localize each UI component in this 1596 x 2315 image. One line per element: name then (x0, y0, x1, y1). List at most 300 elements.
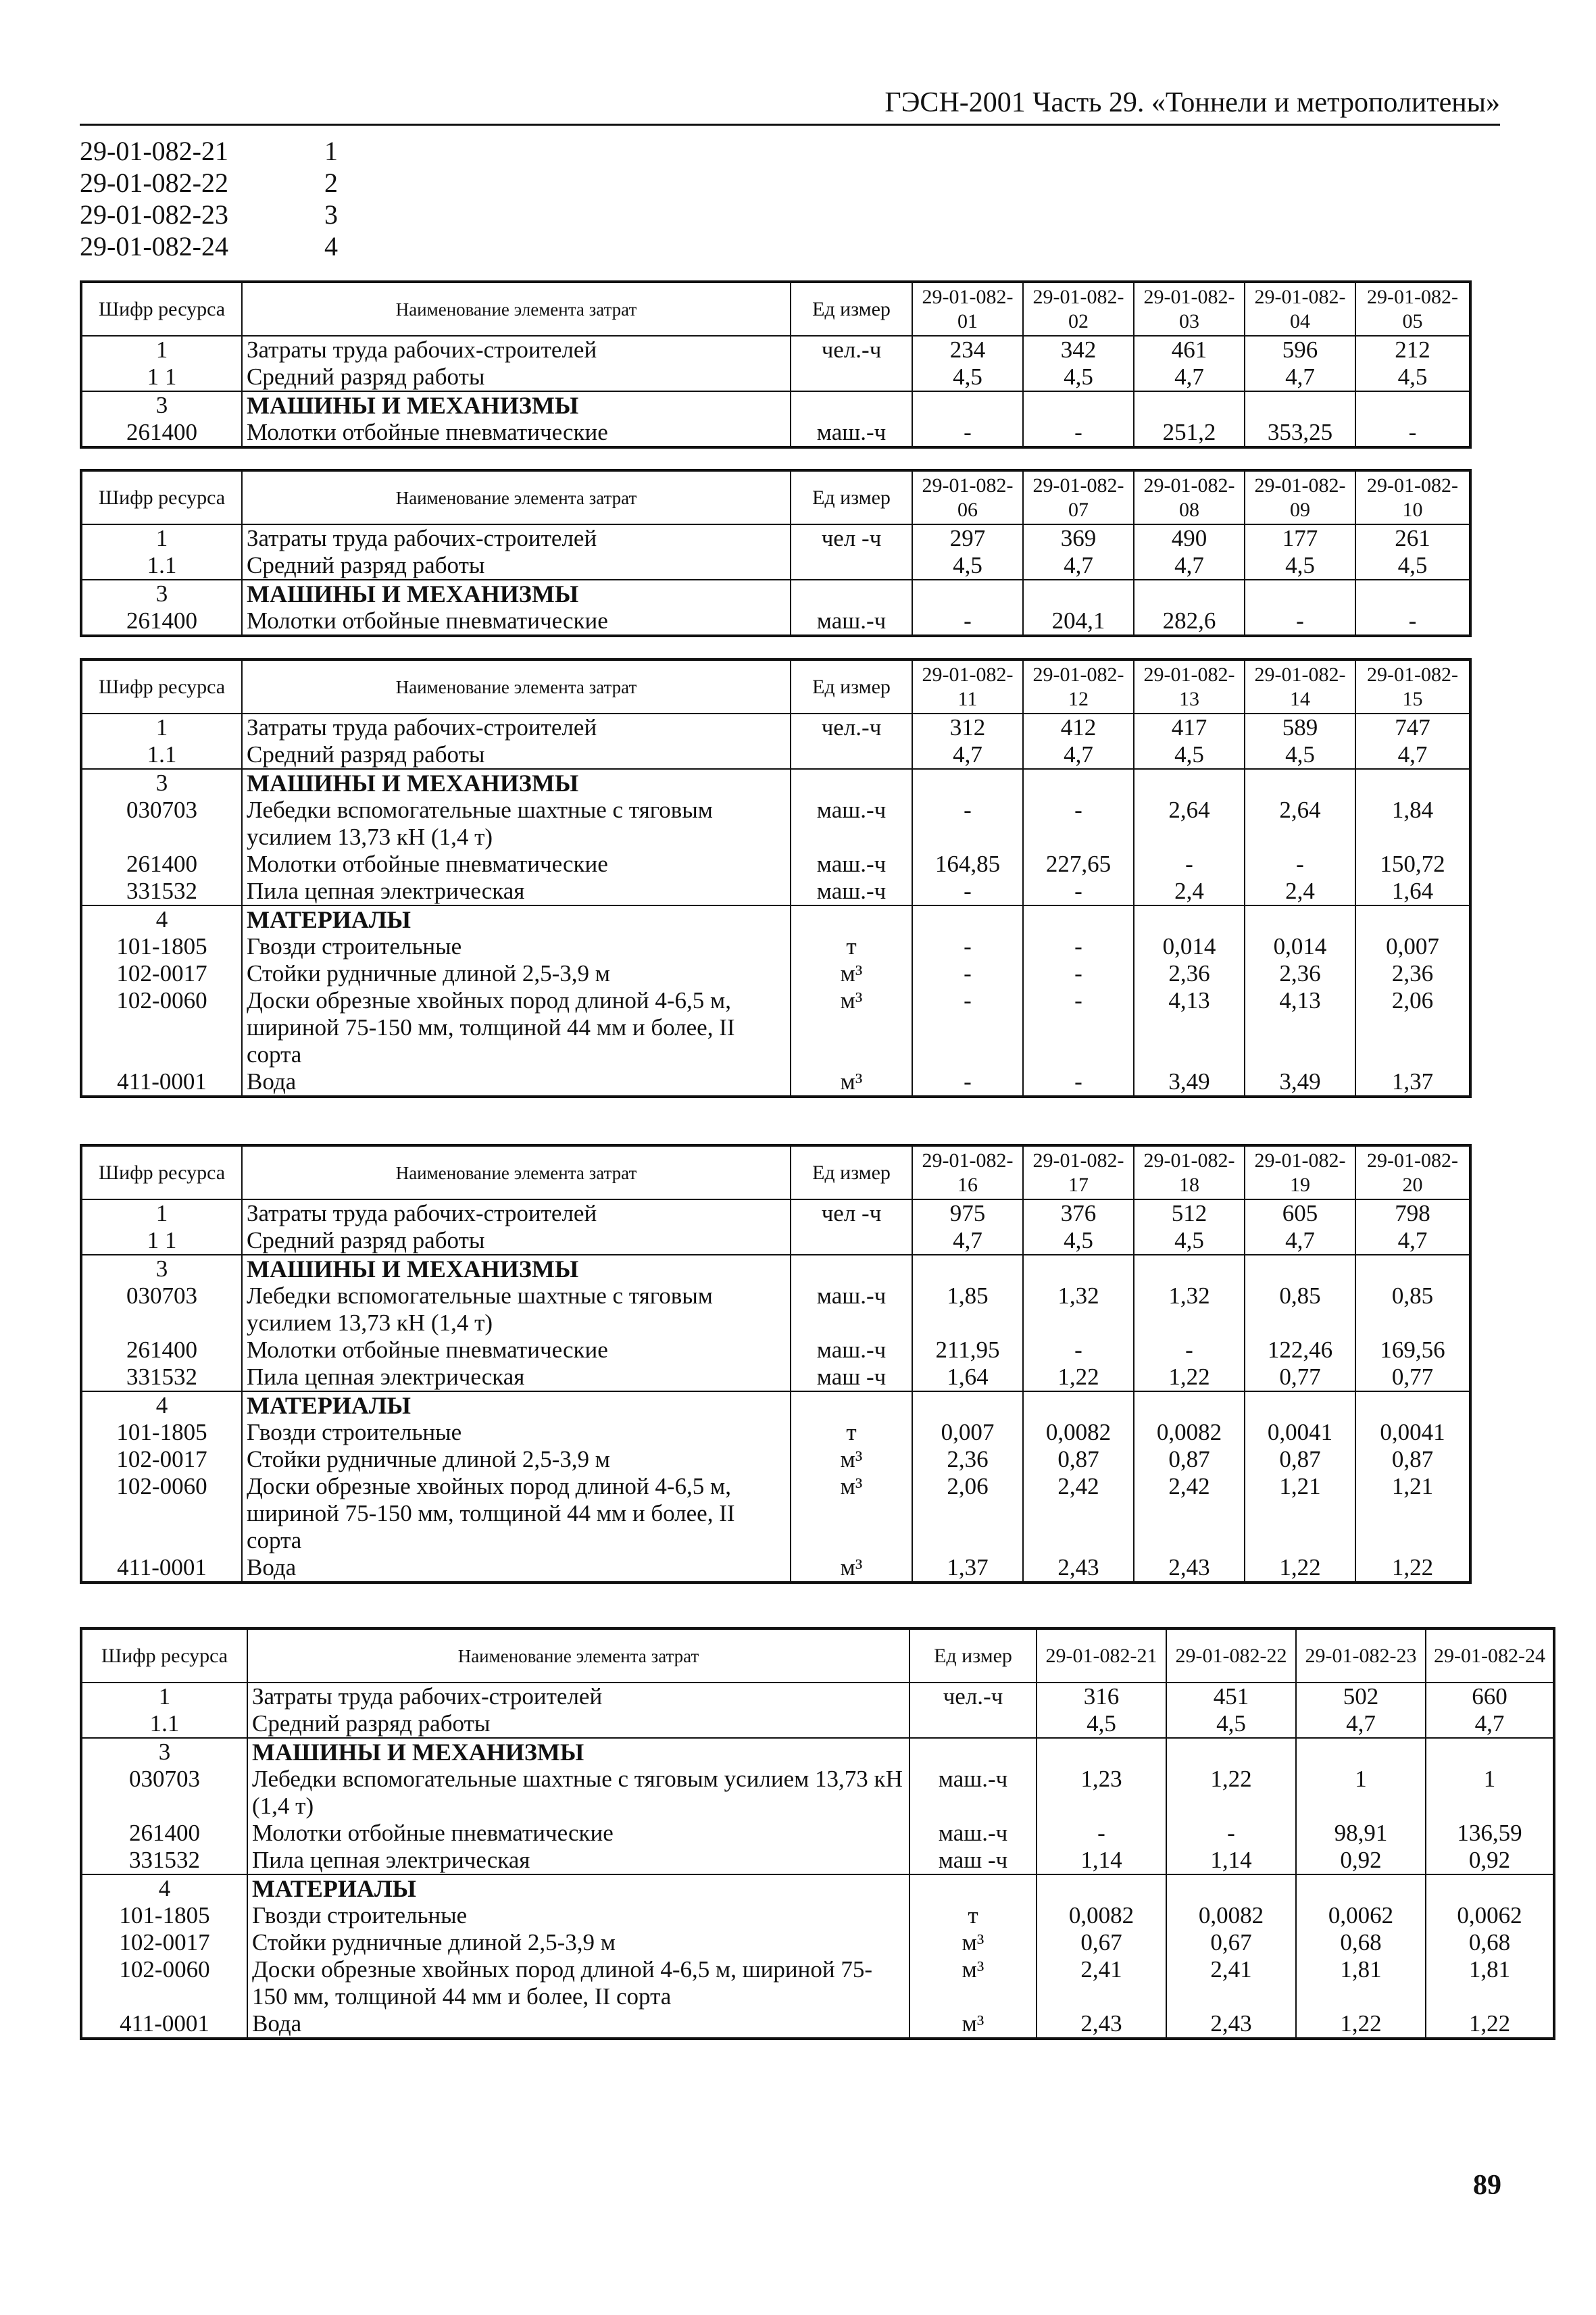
row-value (1134, 580, 1245, 607)
row-code: 331532 (81, 878, 242, 905)
row-unit: маш.-ч (791, 878, 912, 905)
resource-table (80, 658, 1472, 1098)
row-unit: маш.-ч (791, 419, 912, 447)
header-norm-code: 29-01-082-17 (1023, 1145, 1134, 1199)
row-value: 376 (1023, 1199, 1134, 1227)
row-unit: маш -ч (791, 1364, 912, 1391)
row-unit: т (909, 1902, 1037, 1929)
row-value: 4,5 (1355, 364, 1470, 391)
row-value: 512 (1134, 1199, 1245, 1227)
row-unit: чел -ч (791, 1199, 912, 1227)
row-value: 2,06 (1355, 987, 1470, 1068)
row-value: 4,7 (1426, 1710, 1554, 1738)
row-code: 4 (81, 905, 242, 933)
table-row (81, 1227, 1470, 1255)
row-value: 0,0062 (1426, 1902, 1554, 1929)
row-code: 1 1 (81, 1227, 242, 1255)
code-list-code: 29-01-082-22 (80, 168, 228, 198)
row-value: 0,0041 (1355, 1419, 1470, 1446)
row-value (1355, 580, 1470, 607)
header-unit: Ед измер (791, 470, 912, 524)
row-value (1245, 391, 1355, 419)
row-value: - (1245, 607, 1355, 636)
row-value: 2,36 (912, 1446, 1023, 1473)
row-value: 4,7 (1355, 741, 1470, 769)
row-code: 102-0017 (81, 1446, 242, 1473)
header-code: Шифр ресурса (81, 470, 242, 524)
row-value: 4,5 (1245, 552, 1355, 580)
header-unit: Ед измер (791, 282, 912, 336)
row-unit: м³ (791, 960, 912, 987)
row-unit (791, 391, 912, 419)
row-value: 412 (1023, 714, 1134, 741)
header-code: Шифр ресурса (81, 282, 242, 336)
header-norm-code: 29-01-082-06 (912, 470, 1023, 524)
row-value: 1,22 (1296, 2010, 1426, 2039)
row-value: 4,7 (1134, 552, 1245, 580)
row-value: 0,87 (1134, 1446, 1245, 1473)
row-value (1166, 1874, 1296, 1902)
row-value: 502 (1296, 1683, 1426, 1710)
row-value: 1,22 (1134, 1364, 1245, 1391)
row-value: 1,85 (912, 1283, 1023, 1337)
row-unit: маш.-ч (909, 1820, 1037, 1847)
header-unit: Ед измер (791, 659, 912, 714)
row-value: 2,36 (1245, 960, 1355, 987)
row-value: 204,1 (1023, 607, 1134, 636)
row-value: 0,67 (1166, 1929, 1296, 1956)
table-row (81, 1902, 1554, 1929)
row-value: 0,0041 (1245, 1419, 1355, 1446)
row-value (1023, 391, 1134, 419)
row-value: 4,7 (1355, 1227, 1470, 1255)
table-row (81, 878, 1470, 905)
row-unit: м³ (791, 1473, 912, 1554)
header-norm-code: 29-01-082-07 (1023, 470, 1134, 524)
row-name: Средний разряд работы (242, 741, 791, 769)
row-value: 1,37 (1355, 1068, 1470, 1097)
header-norm-code: 29-01-082-15 (1355, 659, 1470, 714)
table-row (81, 552, 1470, 580)
row-code: 030703 (81, 1766, 247, 1820)
row-value: 4,5 (1166, 1710, 1296, 1738)
table-row (81, 1847, 1554, 1874)
row-value: 282,6 (1134, 607, 1245, 636)
table-header-row (81, 1145, 1470, 1199)
row-value: 490 (1134, 524, 1245, 552)
row-code: 102-0017 (81, 1929, 247, 1956)
row-code: 1.1 (81, 1710, 247, 1738)
row-value: 2,43 (1166, 2010, 1296, 2039)
row-name: Гвозди строительные (242, 933, 791, 960)
row-value: 164,85 (912, 851, 1023, 878)
row-code: 102-0060 (81, 1473, 242, 1554)
row-unit: м³ (909, 1956, 1037, 2010)
row-unit (909, 1738, 1037, 1766)
row-name: Пила цепная электрическая (242, 878, 791, 905)
row-value: 4,7 (1296, 1710, 1426, 1738)
row-unit: чел.-ч (791, 336, 912, 364)
row-value: 261 (1355, 524, 1470, 552)
row-value: 98,91 (1296, 1820, 1426, 1847)
row-code: 331532 (81, 1847, 247, 1874)
table-header-row (81, 659, 1470, 714)
row-value (1037, 1738, 1166, 1766)
row-code: 411-0001 (81, 1068, 242, 1097)
row-value: 169,56 (1355, 1337, 1470, 1364)
row-name: Затраты труда рабочих-строителей (242, 336, 791, 364)
table-row (81, 987, 1470, 1068)
row-value: 0,007 (912, 1419, 1023, 1446)
row-unit (791, 1391, 912, 1419)
row-value: 4,5 (912, 552, 1023, 580)
row-name: Доски обрезные хвойных пород длиной 4-6,5 м, шириной 75-150 мм, толщиной 44 мм и более, II сорта (247, 1956, 909, 2010)
header-name: Наименование элемента затрат (242, 282, 791, 336)
row-value: 596 (1245, 336, 1355, 364)
code-list-item (80, 167, 338, 199)
row-value: 0,77 (1355, 1364, 1470, 1391)
header-norm-code: 29-01-082-18 (1134, 1145, 1245, 1199)
header-norm-code: 29-01-082-14 (1245, 659, 1355, 714)
row-name: Вода (242, 1068, 791, 1097)
row-name: Лебедки вспомогательные шахтные с тяговым усилием 13,73 кН (1,4 т) (242, 797, 791, 851)
row-name: Вода (247, 2010, 909, 2039)
row-value: 0,87 (1245, 1446, 1355, 1473)
table-row (81, 714, 1470, 741)
row-unit (791, 1227, 912, 1255)
row-unit: маш.-ч (791, 797, 912, 851)
row-value: - (912, 419, 1023, 447)
resource-table (80, 1144, 1472, 1584)
header-norm-code: 29-01-082-16 (912, 1145, 1023, 1199)
row-code: 3 (81, 391, 242, 419)
row-value: 1,21 (1245, 1473, 1355, 1554)
row-value: - (912, 607, 1023, 636)
row-code: 1 (81, 336, 242, 364)
row-value: - (1166, 1820, 1296, 1847)
row-value (1245, 580, 1355, 607)
code-list-item (80, 135, 338, 167)
code-list-item (80, 230, 338, 262)
row-name: Гвозди строительные (242, 1419, 791, 1446)
row-value (1023, 1255, 1134, 1283)
row-value: 0,0082 (1023, 1419, 1134, 1446)
resource-table (80, 469, 1472, 637)
row-unit (791, 741, 912, 769)
table-row (81, 1710, 1554, 1738)
header-norm-code: 29-01-082-05 (1355, 282, 1470, 336)
table-row (81, 1473, 1470, 1554)
row-name: Средний разряд работы (242, 552, 791, 580)
row-code: 030703 (81, 1283, 242, 1337)
row-value: - (1023, 933, 1134, 960)
row-value: 0,77 (1245, 1364, 1355, 1391)
row-value: 747 (1355, 714, 1470, 741)
row-value: - (1023, 797, 1134, 851)
section-title: МАТЕРИАЛЫ (242, 905, 791, 933)
row-value: - (912, 1068, 1023, 1097)
table-row (81, 960, 1470, 987)
header-norm-code: 29-01-082-22 (1166, 1628, 1296, 1683)
row-value: 4,5 (1134, 1227, 1245, 1255)
row-value: 660 (1426, 1683, 1554, 1710)
row-value: 1,22 (1355, 1554, 1470, 1583)
table-row (81, 905, 1470, 933)
row-value (1134, 1255, 1245, 1283)
page-number: 89 (1473, 2170, 1501, 2201)
row-unit (909, 1874, 1037, 1902)
table-row (81, 1337, 1470, 1364)
code-list-item (80, 199, 338, 230)
header-code: Шифр ресурса (81, 1145, 242, 1199)
table-row (81, 1255, 1470, 1283)
row-code: 1 (81, 714, 242, 741)
table-row (81, 1766, 1554, 1820)
row-name: Стойки рудничные длиной 2,5-3,9 м (242, 1446, 791, 1473)
row-unit: маш -ч (909, 1847, 1037, 1874)
table-row (81, 1068, 1470, 1097)
section-title: МАШИНЫ И МЕХАНИЗМЫ (242, 1255, 791, 1283)
row-value: 150,72 (1355, 851, 1470, 878)
row-value: 589 (1245, 714, 1355, 741)
row-value: 461 (1134, 336, 1245, 364)
header-name: Наименование элемента затрат (242, 470, 791, 524)
page-header: ГЭСН-2001 Часть 29. «Тоннели и метрополитены» (884, 87, 1500, 118)
row-value (1426, 1874, 1554, 1902)
row-name: Доски обрезные хвойных пород длиной 4-6,5 м, шириной 75-150 мм, толщиной 44 мм и более, II сорта (242, 987, 791, 1068)
row-value: - (1355, 419, 1470, 447)
row-value: 798 (1355, 1199, 1470, 1227)
row-value: - (912, 987, 1023, 1068)
table-row (81, 1683, 1554, 1710)
row-value: 369 (1023, 524, 1134, 552)
header-unit: Ед измер (791, 1145, 912, 1199)
row-value (1134, 391, 1245, 419)
row-value (1023, 1391, 1134, 1419)
resource-table (80, 280, 1472, 449)
row-name: Средний разряд работы (242, 1227, 791, 1255)
row-code: 261400 (81, 607, 242, 636)
row-value: 1 (1296, 1766, 1426, 1820)
row-value: 4,7 (1245, 1227, 1355, 1255)
row-value: - (1355, 607, 1470, 636)
row-value: 4,7 (1023, 741, 1134, 769)
code-list-number: 1 (324, 136, 338, 166)
header-name: Наименование элемента затрат (242, 1145, 791, 1199)
row-value (1245, 1255, 1355, 1283)
row-value: 4,5 (1245, 741, 1355, 769)
row-value (1296, 1874, 1426, 1902)
row-code: 102-0060 (81, 1956, 247, 2010)
row-unit: м³ (909, 2010, 1037, 2039)
table-row (81, 2010, 1554, 2039)
row-unit: т (791, 1419, 912, 1446)
row-code: 1.1 (81, 552, 242, 580)
code-list-code: 29-01-082-24 (80, 231, 228, 262)
row-value: 0,87 (1023, 1446, 1134, 1473)
row-value: 0,85 (1355, 1283, 1470, 1337)
row-name: Пила цепная электрическая (242, 1364, 791, 1391)
row-value: 1,32 (1023, 1283, 1134, 1337)
row-value: 122,46 (1245, 1337, 1355, 1364)
row-value: 4,5 (1134, 741, 1245, 769)
row-code: 1 (81, 1683, 247, 1710)
row-code: 102-0060 (81, 987, 242, 1068)
row-unit: чел.-ч (791, 714, 912, 741)
row-value (1245, 769, 1355, 797)
row-value (1355, 1391, 1470, 1419)
row-value: 2,64 (1245, 797, 1355, 851)
row-name: Лебедки вспомогательные шахтные с тяговым усилием 13,73 кН (1,4 т) (247, 1766, 909, 1820)
header-name: Наименование элемента затрат (247, 1628, 909, 1683)
row-unit: маш.-ч (791, 851, 912, 878)
row-value (1134, 1391, 1245, 1419)
row-value: 1,64 (1355, 878, 1470, 905)
row-value (1426, 1738, 1554, 1766)
row-value: - (1023, 1337, 1134, 1364)
row-value: 0,007 (1355, 933, 1470, 960)
row-value: 2,06 (912, 1473, 1023, 1554)
row-value: 2,36 (1134, 960, 1245, 987)
row-value: 1,14 (1037, 1847, 1166, 1874)
row-value: 2,36 (1355, 960, 1470, 987)
header-norm-code: 29-01-082-11 (912, 659, 1023, 714)
row-value: 0,014 (1245, 933, 1355, 960)
row-name: Пила цепная электрическая (247, 1847, 909, 1874)
row-value (912, 1255, 1023, 1283)
row-value: 2,4 (1245, 878, 1355, 905)
row-code: 101-1805 (81, 1902, 247, 1929)
row-code: 3 (81, 1255, 242, 1283)
header-norm-code: 29-01-082-03 (1134, 282, 1245, 336)
table-row (81, 741, 1470, 769)
row-unit (791, 769, 912, 797)
header-norm-code: 29-01-082-10 (1355, 470, 1470, 524)
row-name: Средний разряд работы (247, 1710, 909, 1738)
row-value: 1 (1426, 1766, 1554, 1820)
row-unit (791, 364, 912, 391)
section-title: МАШИНЫ И МЕХАНИЗМЫ (247, 1738, 909, 1766)
row-value: 342 (1023, 336, 1134, 364)
row-name: Молотки отбойные пневматические (242, 851, 791, 878)
row-unit: чел -ч (791, 524, 912, 552)
row-unit (791, 552, 912, 580)
row-value (1166, 1738, 1296, 1766)
row-value: - (1134, 851, 1245, 878)
table-row (81, 1419, 1470, 1446)
row-value: - (1023, 960, 1134, 987)
code-list-number: 3 (324, 199, 338, 230)
row-name: Затраты труда рабочих-строителей (242, 714, 791, 741)
row-unit: м³ (791, 987, 912, 1068)
header-norm-code: 29-01-082-19 (1245, 1145, 1355, 1199)
row-value: 212 (1355, 336, 1470, 364)
table-header-row (81, 282, 1470, 336)
table-row (81, 1283, 1470, 1337)
row-value: 1,84 (1355, 797, 1470, 851)
row-value: 1,22 (1023, 1364, 1134, 1391)
row-code: 4 (81, 1391, 242, 1419)
row-value: 4,5 (1037, 1710, 1166, 1738)
row-value: 136,59 (1426, 1820, 1554, 1847)
row-value: 2,43 (1134, 1554, 1245, 1583)
row-value: 234 (912, 336, 1023, 364)
row-name: Средний разряд работы (242, 364, 791, 391)
header-norm-code: 29-01-082-23 (1296, 1628, 1426, 1683)
row-code: 1 (81, 1199, 242, 1227)
row-unit: м³ (791, 1068, 912, 1097)
row-unit (791, 905, 912, 933)
row-value (1296, 1738, 1426, 1766)
row-value: 177 (1245, 524, 1355, 552)
row-value: 4,5 (912, 364, 1023, 391)
row-value: 1,22 (1426, 2010, 1554, 2039)
row-value (912, 769, 1023, 797)
table-row (81, 1929, 1554, 1956)
row-unit: м³ (909, 1929, 1037, 1956)
section-title: МАШИНЫ И МЕХАНИЗМЫ (242, 769, 791, 797)
row-value: 1,64 (912, 1364, 1023, 1391)
row-value: - (912, 933, 1023, 960)
row-value: 2,43 (1037, 2010, 1166, 2039)
row-value: 0,92 (1296, 1847, 1426, 1874)
header-norm-code: 29-01-082-08 (1134, 470, 1245, 524)
row-name: Молотки отбойные пневматические (242, 607, 791, 636)
row-code: 1 1 (81, 364, 242, 391)
row-value: - (1037, 1820, 1166, 1847)
row-value: 3,49 (1245, 1068, 1355, 1097)
row-code: 411-0001 (81, 2010, 247, 2039)
row-code: 261400 (81, 419, 242, 447)
row-value: - (912, 797, 1023, 851)
row-value (912, 580, 1023, 607)
header-norm-code: 29-01-082-24 (1426, 1628, 1554, 1683)
row-value: 0,68 (1426, 1929, 1554, 1956)
table-header-row (81, 1628, 1554, 1683)
row-value: 4,5 (1023, 364, 1134, 391)
table-row (81, 1738, 1554, 1766)
row-unit: маш.-ч (791, 1283, 912, 1337)
row-value: 1,22 (1245, 1554, 1355, 1583)
row-value (1023, 580, 1134, 607)
row-value: 2,42 (1023, 1473, 1134, 1554)
row-name: Затраты труда рабочих-строителей (242, 1199, 791, 1227)
row-value (1245, 905, 1355, 933)
row-value: 2,41 (1166, 1956, 1296, 2010)
code-list-number: 2 (324, 168, 338, 198)
table-row (81, 1199, 1470, 1227)
row-value: 2,42 (1134, 1473, 1245, 1554)
row-value: 312 (912, 714, 1023, 741)
section-title: МАТЕРИАЛЫ (247, 1874, 909, 1902)
table-row (81, 336, 1470, 364)
row-value: 1,32 (1134, 1283, 1245, 1337)
table-row (81, 1874, 1554, 1902)
row-value: 4,7 (912, 1227, 1023, 1255)
row-code: 411-0001 (81, 1554, 242, 1583)
row-code: 261400 (81, 851, 242, 878)
section-title: МАШИНЫ И МЕХАНИЗМЫ (242, 580, 791, 607)
row-value: 4,5 (1355, 552, 1470, 580)
row-value: 451 (1166, 1683, 1296, 1710)
table-row (81, 364, 1470, 391)
header-unit: Ед измер (909, 1628, 1037, 1683)
row-value: 975 (912, 1199, 1023, 1227)
row-value (1355, 769, 1470, 797)
row-code: 1.1 (81, 741, 242, 769)
row-value: 1,81 (1296, 1956, 1426, 2010)
resource-table (80, 1627, 1555, 2040)
